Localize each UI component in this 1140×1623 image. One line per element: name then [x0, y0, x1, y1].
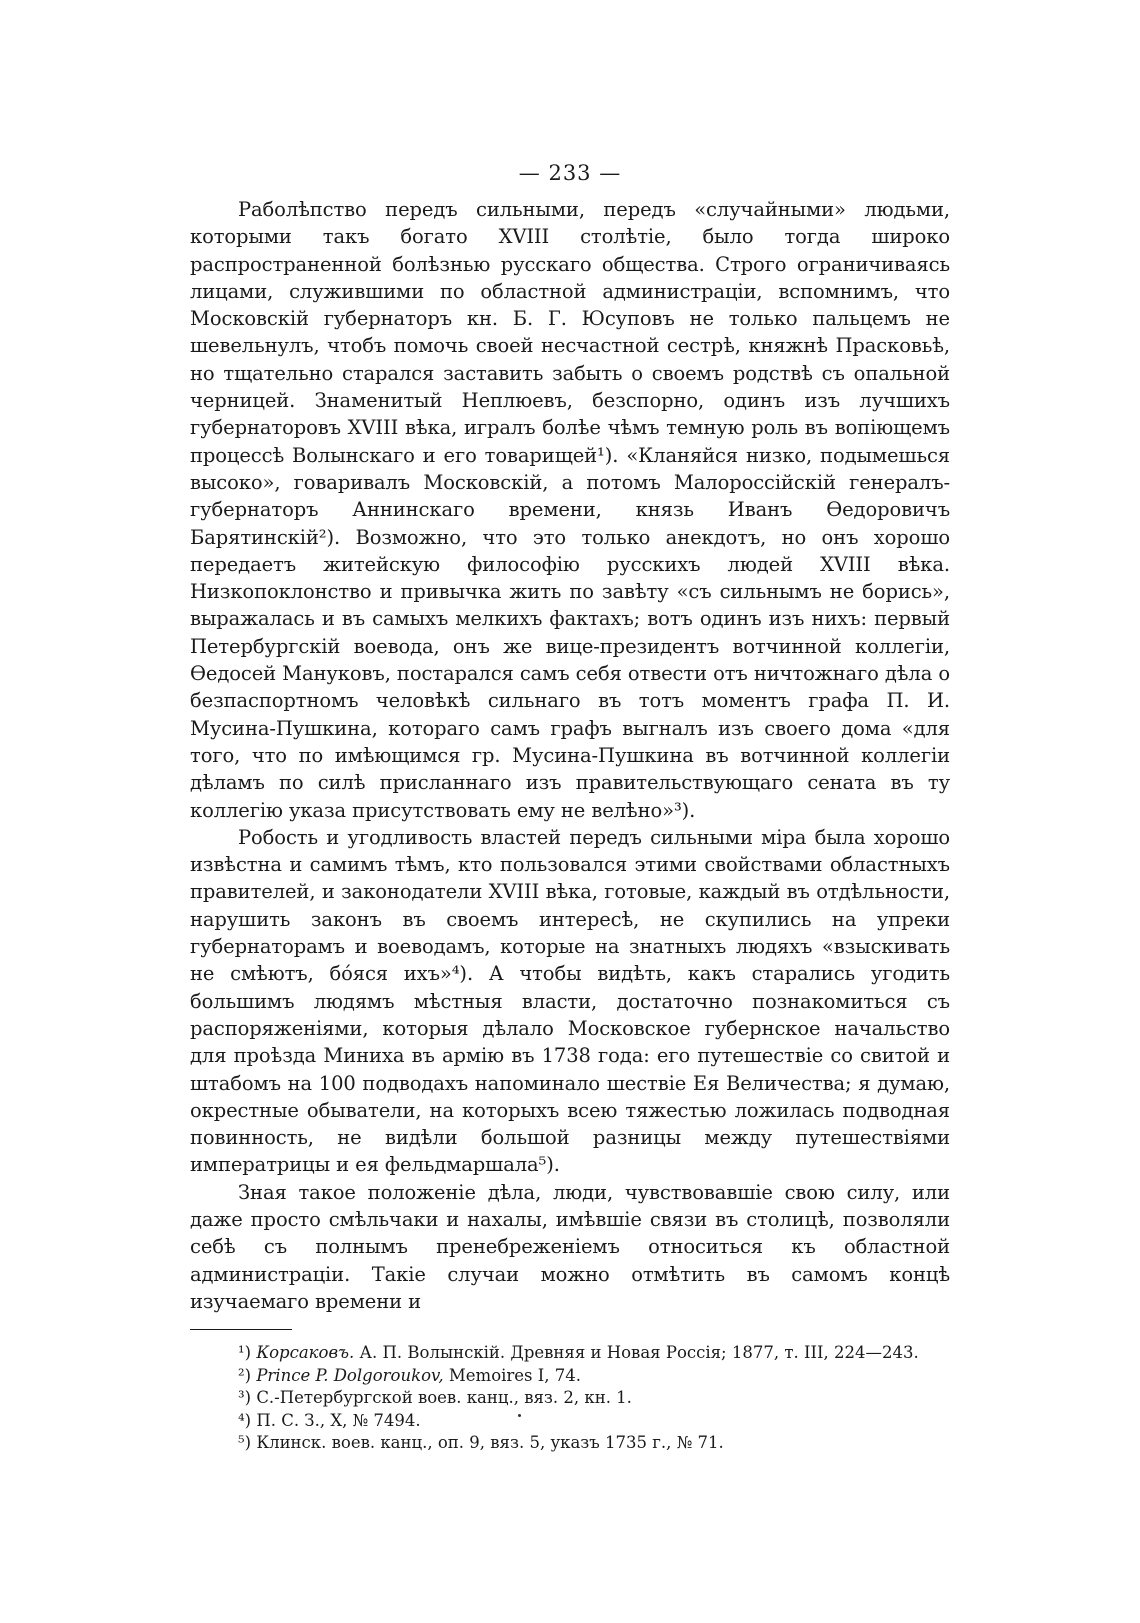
footnote-text: Memoires I, 74.: [448, 1365, 582, 1385]
footnote-mark: ⁵): [238, 1433, 252, 1453]
stray-ink-dot: [518, 1414, 521, 1417]
footnote-mark: ⁴): [238, 1410, 252, 1430]
footnote-text: П. С. З., X, № 7494.: [256, 1410, 421, 1430]
footnote: [190, 1410, 950, 1433]
footnote-mark: ¹): [238, 1343, 252, 1363]
footnote-text: С.-Петербургской воев. канц., вяз. 2, кн. 1.: [256, 1388, 632, 1408]
footnote-author: Prince P. Dolgoroukov,: [256, 1365, 444, 1385]
footnote: [190, 1365, 950, 1388]
page-number: — 233 —: [518, 161, 622, 185]
footnote-text: А. П. Волынскій. Древняя и Новая Россія; 1877, т. III, 224—243.: [359, 1343, 919, 1363]
footnote-mark: ²): [238, 1365, 252, 1385]
footnote-text: Клинск. воев. канц., оп. 9, вяз. 5, указъ 1735 г., № 71.: [256, 1433, 724, 1453]
footnote-mark: ³): [238, 1388, 252, 1408]
paragraph: Зная такое положеніе дѣла, люди, чувствовавшіе свою силу, или даже просто смѣльчаки и нахалы, имѣвшіе связи въ столицѣ, позволяли себѣ съ полнымъ пренебреженіемъ относиться къ областной администраціи. Такіе случаи можно отмѣтить въ самомъ концѣ изучаемаго времени и: [190, 1180, 950, 1313]
page: [190, 160, 950, 1455]
footnotes: [190, 1342, 950, 1455]
paragraph: Робость и угодливость властей передъ сильными міра была хорошо извѣстна и самимъ тѣмъ, кто пользовался этими свойствами областныхъ правителей, и законодатели XVIII вѣка, готовые, каждый въ отдѣльности, нарушить законъ въ своемъ интересѣ, не скупились на упреки губернаторамъ и воеводамъ, которые на знатныхъ людяхъ «взыскивать не смѣютъ, бо́яся ихъ»⁴). А чтобы видѣть, какъ старались угодить большимъ людямъ мѣстныя власти, достаточно познакомиться съ распоряженіями, которыя дѣлало Московское губернское начальство для проѣзда Миниха въ армію въ 1738 года: его путешествіе со свитой и штабомъ на 100 подводахъ напоминало шествіе Ея Величества; я думаю, окрестные обыватели, на которыхъ всею тяжестью ложилась подводная повинность, не видѣли большой разницы между путешествіями императрицы и ея фельдмаршала⁵).: [190, 825, 950, 1177]
body-text: [190, 196, 950, 1315]
paragraph: Раболѣпство передъ сильными, передъ «случайными» людьми, которыми такъ богато XVIII столѣтіе, было тогда широко распространенной болѣзнью русскаго общества. Строго ограничиваясь лицами, служившими по областной администраціи, вспомнимъ, что Московскій губернаторъ кн. Б. Г. Юсуповъ не только пальцемъ не шевельнулъ, чтобъ помочь своей несчастной сестрѣ, княжнѣ Прасковьѣ, но тщательно старался заставить забыть о своемъ родствѣ съ опальной черницей. Знаменитый Неплюевъ, безспорно, одинъ изъ лучшихъ губернаторовъ XVIII вѣка, игралъ болѣе чѣмъ темную роль въ вопіющемъ процессѣ Волынскаго и его товарищей¹). «Кланяйся низко, подымешься высоко», говаривалъ Московскій, а потомъ Малороссійскій генералъ-губернаторъ Аннинскаго времени, князь Иванъ Ѳедоровичъ Барятинскій²). Возможно, что это только анекдотъ, но онъ хорошо передаетъ житейскую философію русскихъ людей XVIII вѣка. Низкопоклонство и привычка жить по завѣту «съ сильнымъ не борись», выражалась и въ самыхъ мелкихъ фактахъ; вотъ одинъ изъ нихъ: первый Петербургскій воевода, онъ же вице-президентъ вотчинной коллегіи, Ѳедосей Мануковъ, постарался самъ себя отвести отъ ничтожнаго дѣла о безпаспортномъ человѣкѣ сильнаго въ тотъ моментъ графа П. И. Мусина-Пушкина, котораго самъ графъ выгналъ изъ своего дома «для того, что по имѣющимся гр. Мусина-Пушкина въ вотчинной коллегіи дѣламъ по силѣ присланнаго изъ правительствующаго сената въ ту коллегію указа присутствовать ему не велѣно»³).: [190, 198, 950, 822]
footnote: [190, 1387, 950, 1410]
footnote: [190, 1432, 950, 1455]
footnote-author: Корсаковъ.: [256, 1343, 355, 1363]
footnote-divider: [190, 1329, 292, 1330]
footnote: [190, 1342, 950, 1365]
